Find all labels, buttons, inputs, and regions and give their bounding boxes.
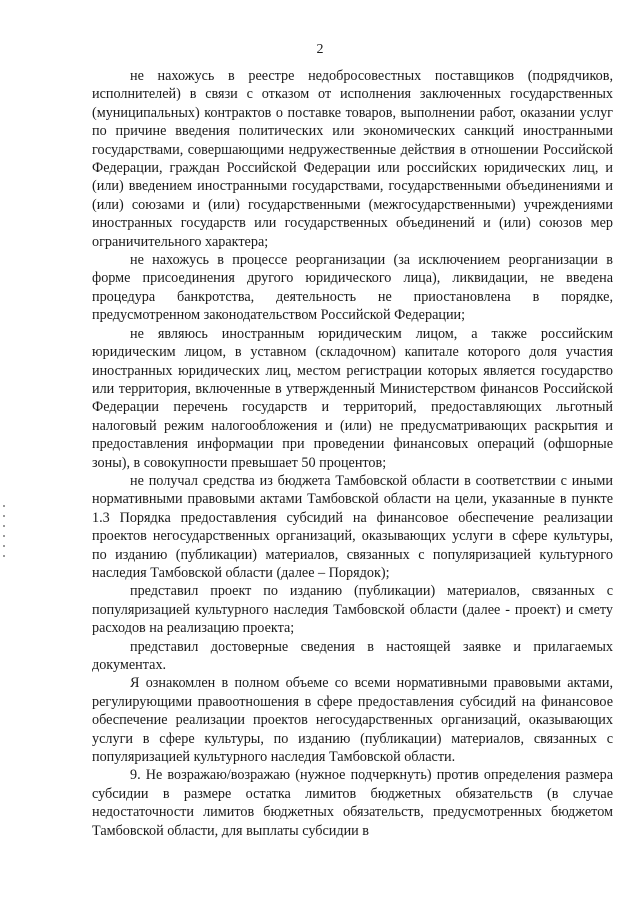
scan-mark	[3, 545, 5, 547]
scan-margin-marks	[3, 505, 6, 585]
scan-mark	[3, 555, 5, 557]
paragraph-item-9-objection: 9. Не возражаю/возражаю (нужное подчеркнуть) против определения размера субсидии в размере остатка лимитов бюджетных обязательств (в случае недостаточности лимитов бюджетных обязательств, предусмотренных бюджетом Тамбовской области, для выплаты субсидии в	[92, 767, 613, 839]
scan-mark	[3, 505, 5, 507]
paragraph-not-in-unscrupulous-suppliers-registry: не нахожусь в реестре недобросовестных поставщиков (подрядчиков, исполнителей) в связи с отказом от исполнения заключенных государственных (муниципальных) контрактов о поставке товаров, выполнении работ, оказании услуг по причине введения политических или экономических санкций иностранными государствами, совершающими недружественные действия в отношении Российской Федерации, граждан Российской Федерации или российских юридических лиц, и (или) введением иностранными государствами, государственными объединениями и (или) союзами и (или) государственными (межгосударственными) учреждениями иностранных государств или государственных объединений и (или) союзов мер ограничительного характера;	[92, 68, 613, 250]
document-body	[92, 67, 613, 840]
scan-mark	[3, 525, 5, 527]
paragraph-no-other-budget-funds: не получал средства из бюджета Тамбовской области в соответствии с иными нормативными правовыми актами Тамбовской области на цели, указанные в пункте 1.3 Порядка предоставления субсидий на финансовое обеспечение реализации проектов негосударственных организаций, оказывающих услуги в сфере культуры, по изданию (публикации) материалов, связанных с популяризацией культурного наследия Тамбовской области (далее – Порядок);	[92, 472, 613, 581]
paragraph-not-in-reorganization: не нахожусь в процессе реорганизации (за исключением реорганизации в форме присоединения другого юридического лица), ликвидации, не введена процедура банкротства, деятельность не приостановлена в порядке, предусмотренном законодательством Российской Федерации;	[92, 252, 613, 324]
scan-mark	[3, 535, 5, 537]
scan-mark	[3, 515, 5, 517]
page-number: 2	[316, 42, 324, 57]
paragraph-acquainted-with-acts: Я ознакомлен в полном объеме со всеми нормативными правовыми актами, регулирующими правоотношения в сфере предоставления субсидий на финансовое обеспечение реализации проектов негосударственных организаций, оказывающих услуги в сфере культуры, по изданию (публикации) материалов, связанных с популяризацией культурного наследия Тамбовской области.	[92, 675, 613, 766]
paragraph-project-submitted: представил проект по изданию (публикации) материалов, связанных с популяризацией культурного наследия Тамбовской области (далее - проект) и смету расходов на реализацию проекта;	[92, 583, 613, 637]
paragraph-not-foreign-legal-entity: не являюсь иностранным юридическим лицом, а также российским юридическим лицом, в уставном (складочном) капитале которого доля участия иностранных юридических лиц, местом регистрации которых является государство или территория, включенные в утвержденный Министерством финансов Российской Федерации перечень государств и территорий, предоставляющих льготный налоговый режим налогообложения и (или) не предусматривающих раскрытия и предоставления информации при проведении финансовых операций (офшорные зоны), в совокупности превышает 50 процентов;	[92, 325, 613, 471]
paragraph-reliable-information: представил достоверные сведения в настоящей заявке и прилагаемых документах.	[92, 638, 613, 673]
